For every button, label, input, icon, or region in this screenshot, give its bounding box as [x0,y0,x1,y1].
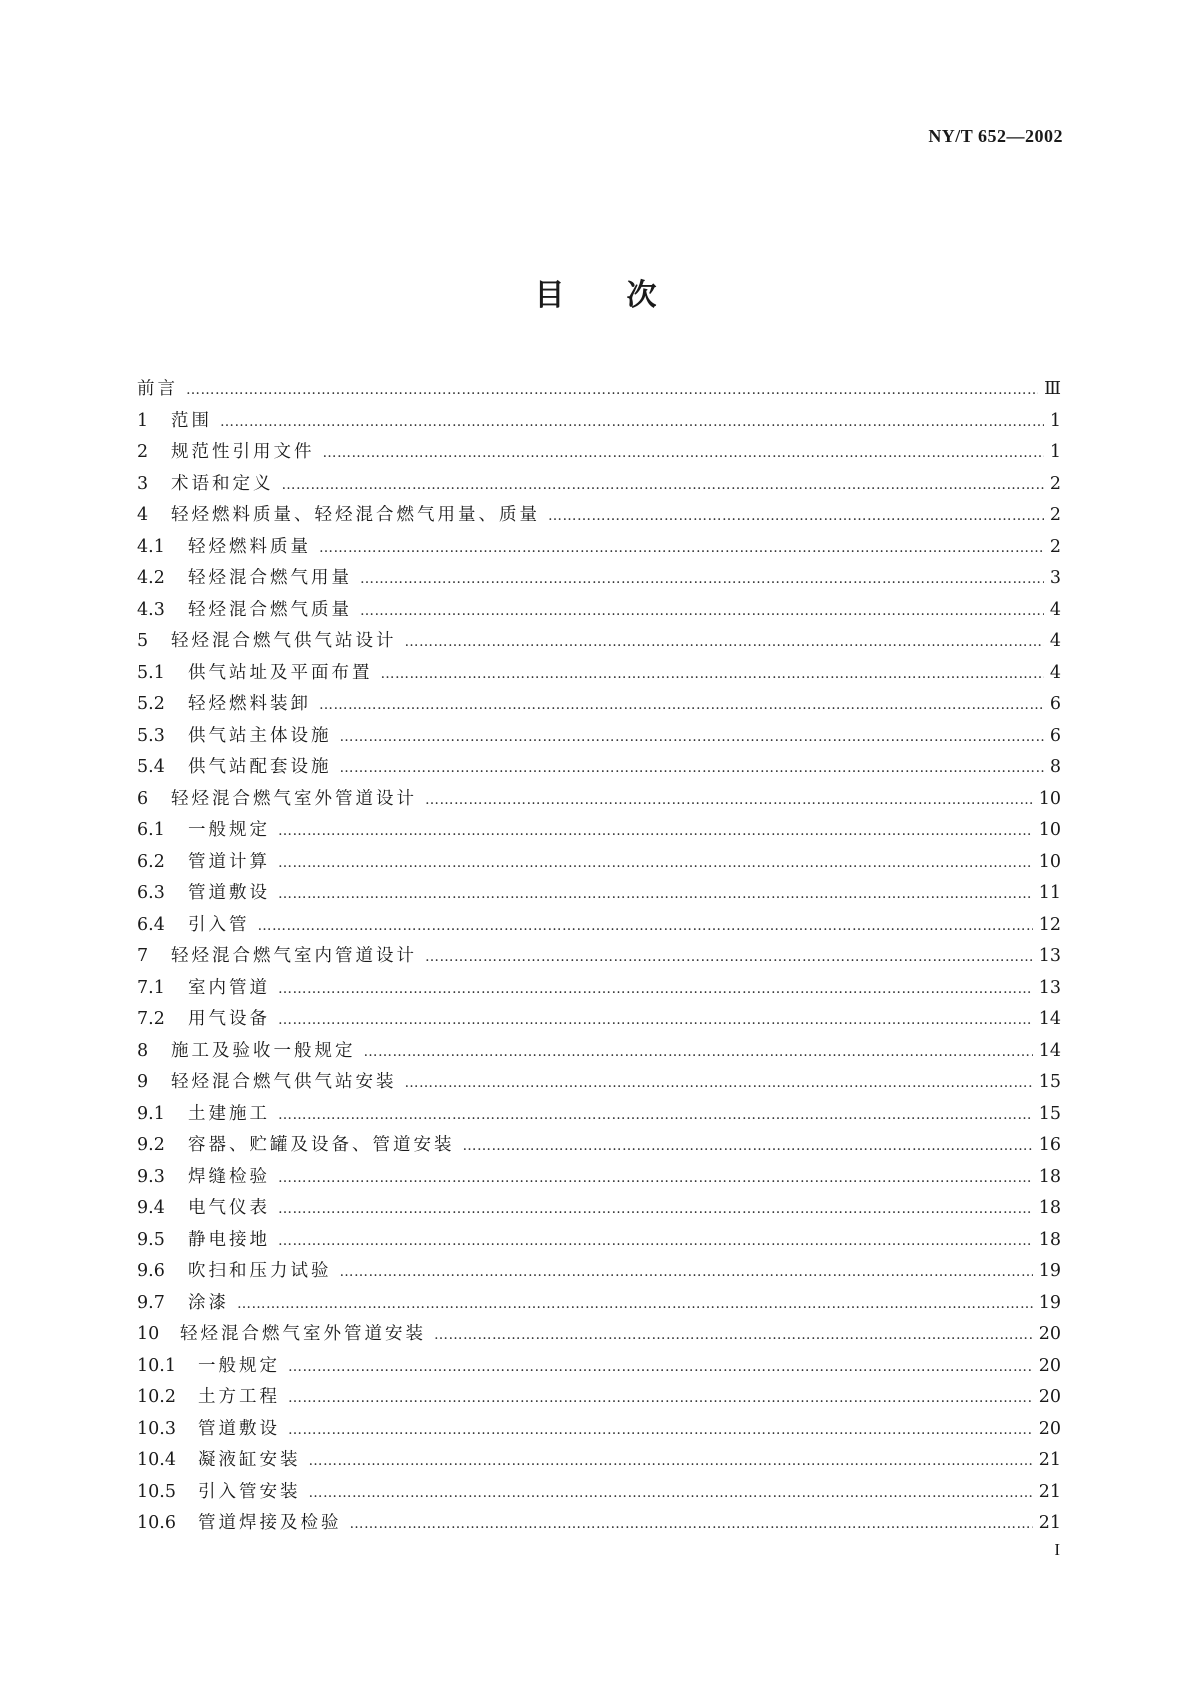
table-of-contents [137,374,1061,1540]
toc-leader-dots [434,1320,1033,1352]
toc-leader-dots [381,659,1044,691]
toc-entry-title: 轻烃混合燃气室内管道设计 [171,946,417,966]
toc-entry[interactable] [137,910,1061,942]
toc-leader-dots [220,407,1044,439]
toc-leader-dots [463,1131,1033,1163]
toc-leader-dots [282,470,1044,502]
toc-leader-dots [278,879,1033,911]
toc-entry[interactable] [137,563,1061,595]
toc-entry-page: 20 [1038,1355,1061,1376]
toc-entry-page: 1 [1049,442,1061,462]
toc-entry-page: 15 [1038,1103,1061,1124]
toc-entry[interactable] [137,1099,1061,1131]
toc-entry[interactable] [137,500,1061,532]
toc-entry-page: 4 [1049,662,1061,683]
toc-entry[interactable] [137,532,1061,564]
toc-entry-title: 轻烃混合燃气供气站安装 [171,1072,397,1092]
toc-entry-page: 18 [1038,1166,1061,1187]
standard-code: NY/T 652—2002 [928,126,1063,146]
toc-entry-title: 土方工程 [198,1387,280,1407]
toc-entry-number: 5.2 [137,694,165,714]
toc-entry-title: 引入管 [188,914,250,935]
page-title: 目次 [534,278,719,313]
toc-entry[interactable] [137,1414,1061,1446]
toc-leader-dots [278,1163,1033,1195]
toc-entry[interactable] [137,1067,1061,1099]
toc-entry[interactable] [137,374,1061,406]
toc-entry-title: 吹扫和压力试验 [188,1261,332,1281]
toc-entry-title: 用气设备 [188,1009,270,1029]
toc-entry[interactable] [137,1193,1061,1225]
toc-entry-title: 凝液缸安装 [198,1450,301,1470]
toc-entry-number: 9.3 [137,1166,165,1187]
toc-entry-page: 20 [1038,1324,1061,1344]
toc-entry-number: 4.3 [137,599,165,620]
toc-entry-page: 21 [1038,1481,1061,1502]
toc-entry-number: 5.1 [137,662,165,683]
toc-entry[interactable] [137,721,1061,753]
toc-entry-title: 前言 [137,379,178,399]
toc-entry-number: 9.4 [137,1198,165,1218]
toc-entry-title: 施工及验收一般规定 [171,1040,356,1061]
toc-entry-title: 管道计算 [188,851,270,872]
toc-entry-number: 10.5 [137,1481,176,1502]
toc-entry-title: 管道敷设 [198,1418,280,1439]
toc-entry-number: 6 [137,788,149,809]
toc-entry-number: 5.4 [137,757,165,777]
toc-entry-page: 2 [1049,536,1061,557]
toc-entry-number: 2 [137,442,149,462]
toc-entry-title: 供气站配套设施 [188,757,332,777]
toc-leader-dots [548,501,1044,533]
toc-entry-number: 6.1 [137,820,165,840]
toc-entry-number: 6.4 [137,914,165,935]
toc-entry-title: 规范性引用文件 [171,442,315,462]
toc-entry[interactable] [137,595,1061,627]
toc-entry-page: 4 [1049,631,1061,651]
toc-entry[interactable] [137,1162,1061,1194]
toc-entry-title: 轻烃混合燃气供气站设计 [171,631,397,651]
toc-entry-title: 一般规定 [198,1355,280,1376]
toc-entry-number: 4.1 [137,536,165,557]
toc-leader-dots [278,974,1033,1006]
toc-entry-page: 3 [1049,568,1061,588]
toc-entry-title: 引入管安装 [198,1481,301,1502]
toc-entry[interactable] [137,1477,1061,1509]
toc-entry-number: 9.6 [137,1261,165,1281]
toc-entry-page: 20 [1038,1418,1061,1439]
page-number: I [1054,1540,1060,1559]
toc-entry-number: 10.3 [137,1418,176,1439]
toc-entry-number: 10.4 [137,1450,176,1470]
toc-entry-page: 21 [1038,1513,1061,1533]
toc-entry-number: 1 [137,410,149,431]
toc-entry[interactable] [137,941,1061,973]
toc-entry-title: 涂漆 [188,1292,229,1313]
toc-leader-dots [340,1257,1033,1289]
toc-entry[interactable] [137,1382,1061,1414]
toc-entry-title: 静电接地 [188,1229,270,1250]
toc-entry-number: 6.3 [137,883,165,903]
toc-leader-dots [405,627,1044,659]
toc-entry[interactable] [137,973,1061,1005]
toc-entry-title: 供气站址及平面布置 [188,662,373,683]
toc-leader-dots [278,1194,1033,1226]
toc-leader-dots [340,753,1044,785]
toc-entry-number: 10.6 [137,1513,176,1533]
toc-entry-title: 容器、贮罐及设备、管道安装 [188,1135,455,1155]
toc-entry-page: 4 [1049,599,1061,620]
toc-entry-page: 19 [1038,1292,1061,1313]
toc-leader-dots [278,1005,1033,1037]
toc-entry-page: 10 [1038,820,1061,840]
toc-entry-title: 电气仪表 [188,1198,270,1218]
toc-entry-number: 9.5 [137,1229,165,1250]
toc-entry-page: 13 [1038,977,1061,998]
toc-entry[interactable] [137,1036,1061,1068]
toc-entry-number: 10.2 [137,1387,176,1407]
toc-entry-page: 10 [1038,851,1061,872]
toc-leader-dots [319,533,1044,565]
toc-entry-page: 6 [1049,694,1061,714]
toc-entry[interactable] [137,847,1061,879]
toc-entry-title: 轻烃混合燃气用量 [188,568,352,588]
toc-leader-dots [237,1289,1033,1321]
toc-entry-title: 土建施工 [188,1103,270,1124]
toc-entry-title: 室内管道 [188,977,270,998]
toc-entry-number: 5 [137,631,149,651]
toc-entry-number: 9 [137,1072,149,1092]
toc-entry-number: 4 [137,505,149,525]
toc-leader-dots [288,1415,1033,1447]
toc-leader-dots [425,942,1033,974]
toc-entry-page: 1 [1049,410,1061,431]
toc-entry-page: 20 [1038,1387,1061,1407]
toc-entry-number: 10 [137,1324,160,1344]
toc-entry-page: 8 [1049,757,1061,777]
toc-leader-dots [309,1478,1033,1510]
toc-entry[interactable] [137,752,1061,784]
toc-leader-dots [278,1100,1033,1132]
toc-entry[interactable] [137,1508,1061,1540]
toc-entry-page: 18 [1038,1198,1061,1218]
toc-entry[interactable] [137,1319,1061,1351]
toc-entry[interactable] [137,1288,1061,1320]
toc-leader-dots [405,1068,1033,1100]
toc-leader-dots [360,564,1044,596]
toc-entry-page: 2 [1049,505,1061,525]
toc-entry-number: 9.7 [137,1292,165,1313]
toc-leader-dots [360,596,1044,628]
toc-entry-title: 焊缝检验 [188,1166,270,1187]
toc-entry[interactable] [137,437,1061,469]
toc-entry-number: 7.2 [137,1009,165,1029]
toc-entry-title: 轻烃混合燃气室外管道安装 [180,1324,426,1344]
toc-entry-title: 轻烃混合燃气室外管道设计 [171,788,417,809]
toc-leader-dots [319,690,1044,722]
toc-entry[interactable] [137,1256,1061,1288]
toc-entry[interactable] [137,784,1061,816]
toc-entry-page: 18 [1038,1229,1061,1250]
toc-entry-page: 16 [1038,1135,1061,1155]
toc-entry[interactable] [137,878,1061,910]
toc-entry-title: 范围 [171,410,212,431]
toc-entry-page: 21 [1038,1450,1061,1470]
toc-entry-title: 轻烃混合燃气质量 [188,599,352,620]
toc-leader-dots [278,1226,1033,1258]
toc-entry[interactable] [137,689,1061,721]
toc-leader-dots [186,375,1038,407]
toc-entry-page: 15 [1038,1072,1061,1092]
toc-leader-dots [323,438,1044,470]
toc-entry[interactable] [137,1130,1061,1162]
toc-leader-dots [309,1446,1033,1478]
toc-entry[interactable] [137,1445,1061,1477]
toc-leader-dots [364,1037,1033,1069]
toc-entry-page: 19 [1038,1261,1061,1281]
toc-entry-page: 14 [1038,1009,1061,1029]
toc-entry-number: 10.1 [137,1355,176,1376]
toc-entry-title: 轻烃燃料质量、轻烃混合燃气用量、质量 [171,505,540,525]
toc-leader-dots [288,1352,1033,1384]
toc-entry-number: 7 [137,946,149,966]
toc-entry[interactable] [137,1225,1061,1257]
toc-entry-number: 9.1 [137,1103,165,1124]
toc-entry[interactable] [137,1351,1061,1383]
toc-entry-title: 轻烃燃料质量 [188,536,311,557]
toc-entry-number: 7.1 [137,977,165,998]
toc-leader-dots [350,1509,1033,1541]
toc-entry-title: 一般规定 [188,820,270,840]
toc-entry[interactable] [137,406,1061,438]
toc-entry-page: 13 [1038,946,1061,966]
toc-entry-title: 轻烃燃料装卸 [188,694,311,714]
toc-leader-dots [258,911,1033,943]
toc-entry-page: 6 [1049,725,1061,746]
toc-entry[interactable] [137,626,1061,658]
toc-entry-page: Ⅲ [1044,379,1061,399]
toc-entry[interactable] [137,469,1061,501]
toc-leader-dots [278,848,1033,880]
toc-leader-dots [340,722,1044,754]
toc-entry-title: 管道敷设 [188,883,270,903]
toc-entry[interactable] [137,658,1061,690]
toc-entry-title: 管道焊接及检验 [198,1513,342,1533]
toc-entry-page: 10 [1038,788,1061,809]
toc-entry-title: 供气站主体设施 [188,725,332,746]
toc-entry-title: 术语和定义 [171,473,274,494]
toc-entry-number: 3 [137,473,149,494]
toc-leader-dots [278,816,1033,848]
toc-leader-dots [288,1383,1033,1415]
toc-entry-number: 6.2 [137,851,165,872]
toc-leader-dots [425,785,1033,817]
toc-entry-number: 9.2 [137,1135,165,1155]
toc-entry-number: 5.3 [137,725,165,746]
toc-entry[interactable] [137,1004,1061,1036]
toc-entry-page: 14 [1038,1040,1061,1061]
toc-entry-page: 12 [1038,914,1061,935]
toc-entry-page: 11 [1038,883,1061,903]
toc-entry[interactable] [137,815,1061,847]
toc-entry-number: 8 [137,1040,149,1061]
toc-entry-number: 4.2 [137,568,165,588]
toc-entry-page: 2 [1049,473,1061,494]
